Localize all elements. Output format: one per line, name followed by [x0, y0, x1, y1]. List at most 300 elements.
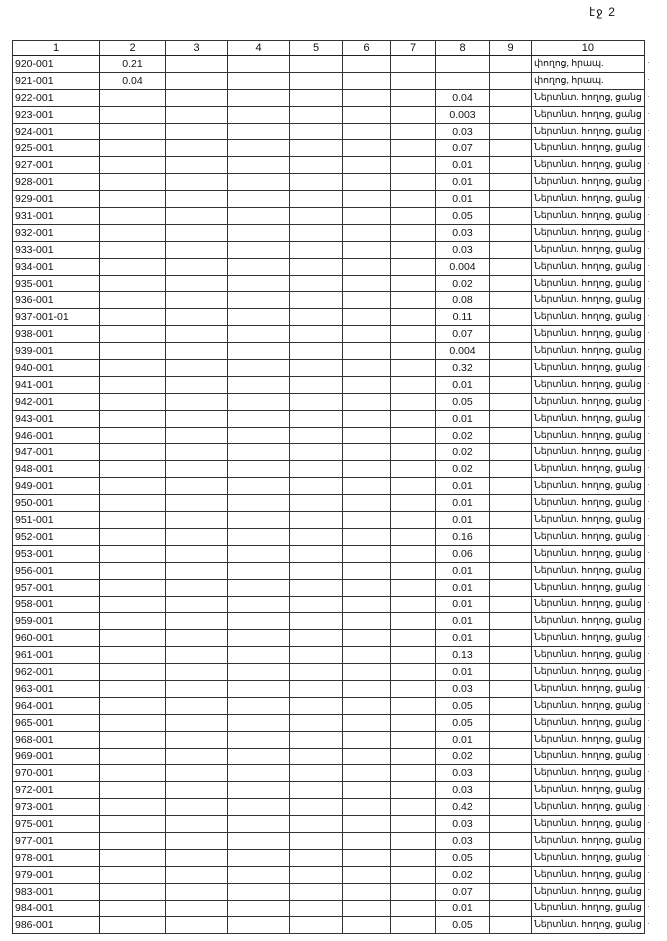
empty-cell — [228, 714, 290, 731]
area-col2-cell — [100, 832, 166, 849]
empty-cell — [391, 917, 436, 934]
empty-cell — [490, 106, 532, 123]
area-col2-cell — [100, 444, 166, 461]
empty-cell — [228, 461, 290, 478]
column-header: 8 — [436, 41, 490, 56]
area-col2-cell — [100, 478, 166, 495]
empty-cell — [343, 478, 391, 495]
empty-cell — [290, 89, 343, 106]
parcel-id-cell: 969-001 — [13, 748, 100, 765]
empty-cell — [228, 866, 290, 883]
empty-cell — [490, 461, 532, 478]
land-use-cell: Ներտնտ. հողոց, ցանց — [532, 427, 645, 444]
area-col8-cell: 0.01 — [436, 410, 490, 427]
empty-cell — [343, 326, 391, 343]
empty-cell — [343, 917, 391, 934]
land-use-cell: Ներտնտ. հողոց, ցանց — [532, 731, 645, 748]
empty-cell — [391, 258, 436, 275]
empty-cell — [391, 697, 436, 714]
land-use-cell: Ներտնտ. հողոց, ցանց — [532, 579, 645, 596]
empty-cell — [391, 562, 436, 579]
parcel-id-cell: 937-001-01 — [13, 309, 100, 326]
area-col2-cell — [100, 883, 166, 900]
empty-cell — [290, 883, 343, 900]
empty-cell — [228, 376, 290, 393]
parcel-id-cell: 978-001 — [13, 849, 100, 866]
empty-cell — [228, 427, 290, 444]
empty-cell — [228, 326, 290, 343]
empty-cell — [343, 427, 391, 444]
empty-cell — [490, 309, 532, 326]
area-col8-cell: 0.02 — [436, 444, 490, 461]
edge-mark: · — [647, 598, 650, 608]
edge-mark: · — [647, 395, 650, 405]
empty-cell — [290, 208, 343, 225]
area-col2-cell — [100, 191, 166, 208]
empty-cell — [391, 309, 436, 326]
empty-cell — [490, 528, 532, 545]
table-row — [13, 883, 645, 900]
empty-cell — [228, 478, 290, 495]
edge-mark: · — [647, 311, 650, 321]
area-col2-cell — [100, 123, 166, 140]
empty-cell — [166, 630, 228, 647]
empty-cell — [343, 714, 391, 731]
empty-cell — [391, 275, 436, 292]
empty-cell — [391, 393, 436, 410]
table-row — [13, 140, 645, 157]
edge-mark: · — [647, 851, 650, 861]
empty-cell — [391, 748, 436, 765]
table-row — [13, 630, 645, 647]
edge-mark: · — [647, 496, 650, 506]
empty-cell — [490, 292, 532, 309]
land-use-cell: Ներտնտ. հողոց, ցանց — [532, 157, 645, 174]
empty-cell — [166, 748, 228, 765]
empty-cell — [290, 444, 343, 461]
land-use-cell: Ներտնտ. հողոց, ցանց — [532, 376, 645, 393]
table-row — [13, 579, 645, 596]
area-col8-cell: 0.42 — [436, 799, 490, 816]
edge-mark: · — [647, 918, 650, 928]
edge-mark: · — [647, 868, 650, 878]
empty-cell — [343, 816, 391, 833]
area-col8-cell: 0.01 — [436, 630, 490, 647]
area-col8-cell: 0.11 — [436, 309, 490, 326]
empty-cell — [490, 512, 532, 529]
empty-cell — [290, 613, 343, 630]
empty-cell — [166, 495, 228, 512]
empty-cell — [391, 326, 436, 343]
table-row — [13, 89, 645, 106]
empty-cell — [166, 461, 228, 478]
area-col2-cell — [100, 528, 166, 545]
empty-cell — [228, 123, 290, 140]
parcel-id-cell: 947-001 — [13, 444, 100, 461]
empty-cell — [228, 900, 290, 917]
empty-cell — [228, 106, 290, 123]
empty-cell — [166, 106, 228, 123]
empty-cell — [343, 140, 391, 157]
area-col8-cell: 0.05 — [436, 917, 490, 934]
empty-cell — [166, 208, 228, 225]
empty-cell — [343, 782, 391, 799]
area-col8-cell: 0.01 — [436, 174, 490, 191]
parcel-id-cell: 972-001 — [13, 782, 100, 799]
empty-cell — [343, 89, 391, 106]
empty-cell — [228, 140, 290, 157]
area-col8-cell: 0.02 — [436, 461, 490, 478]
table-row — [13, 613, 645, 630]
area-col2-cell — [100, 579, 166, 596]
table-row — [13, 106, 645, 123]
edge-mark: · — [647, 277, 650, 287]
empty-cell — [166, 647, 228, 664]
land-use-cell: Ներտնտ. հողոց, ցանց — [532, 849, 645, 866]
edge-mark: · — [647, 615, 650, 625]
empty-cell — [490, 562, 532, 579]
land-use-cell: Ներտնտ. հողոց, ցանց — [532, 528, 645, 545]
empty-cell — [290, 393, 343, 410]
empty-cell — [228, 72, 290, 89]
empty-cell — [490, 883, 532, 900]
empty-cell — [166, 917, 228, 934]
parcel-id-cell: 977-001 — [13, 832, 100, 849]
empty-cell — [343, 630, 391, 647]
empty-cell — [490, 140, 532, 157]
parcel-id-cell: 979-001 — [13, 866, 100, 883]
empty-cell — [290, 410, 343, 427]
area-col2-cell — [100, 495, 166, 512]
empty-cell — [166, 849, 228, 866]
empty-cell — [166, 900, 228, 917]
empty-cell — [290, 832, 343, 849]
table-row — [13, 343, 645, 360]
empty-cell — [490, 157, 532, 174]
empty-cell — [343, 849, 391, 866]
area-col8-cell: 0.01 — [436, 512, 490, 529]
empty-cell — [290, 765, 343, 782]
empty-cell — [166, 224, 228, 241]
empty-cell — [228, 191, 290, 208]
empty-cell — [343, 157, 391, 174]
land-use-cell: Ներտնտ. հողոց, ցանց — [532, 596, 645, 613]
empty-cell — [391, 900, 436, 917]
edge-mark: · — [647, 530, 650, 540]
area-col2-cell — [100, 613, 166, 630]
land-use-cell: Ներտնտ. հողոց, ցանց — [532, 680, 645, 697]
table-row — [13, 56, 645, 73]
empty-cell — [290, 461, 343, 478]
empty-cell — [166, 596, 228, 613]
empty-cell — [290, 562, 343, 579]
empty-cell — [391, 427, 436, 444]
empty-cell — [290, 174, 343, 191]
empty-cell — [490, 545, 532, 562]
parcel-id-cell: 961-001 — [13, 647, 100, 664]
empty-cell — [391, 191, 436, 208]
area-col8-cell: 0.04 — [436, 89, 490, 106]
empty-cell — [490, 832, 532, 849]
table-row — [13, 123, 645, 140]
area-col8-cell: 0.01 — [436, 596, 490, 613]
parcel-id-cell: 922-001 — [13, 89, 100, 106]
table-row — [13, 275, 645, 292]
empty-cell — [166, 343, 228, 360]
column-header: 3 — [166, 41, 228, 56]
parcel-id-cell: 942-001 — [13, 393, 100, 410]
table-row — [13, 562, 645, 579]
column-header: 9 — [490, 41, 532, 56]
empty-cell — [490, 343, 532, 360]
empty-cell — [166, 410, 228, 427]
parcel-id-cell: 970-001 — [13, 765, 100, 782]
area-col8-cell: 0.01 — [436, 157, 490, 174]
empty-cell — [490, 613, 532, 630]
land-use-cell: Ներտնտ. հողոց, ցանց — [532, 393, 645, 410]
empty-cell — [166, 376, 228, 393]
area-col8-cell: 0.06 — [436, 545, 490, 562]
empty-cell — [290, 630, 343, 647]
empty-cell — [391, 140, 436, 157]
table-row — [13, 866, 645, 883]
parcel-id-cell: 921-001 — [13, 72, 100, 89]
land-use-cell: Ներտնտ. հողոց, ցանց — [532, 613, 645, 630]
empty-cell — [490, 866, 532, 883]
edge-mark: · — [647, 142, 650, 152]
edge-mark: · — [647, 631, 650, 641]
empty-cell — [343, 832, 391, 849]
parcel-id-cell: 956-001 — [13, 562, 100, 579]
parcel-id-cell: 931-001 — [13, 208, 100, 225]
empty-cell — [290, 56, 343, 73]
empty-cell — [228, 528, 290, 545]
empty-cell — [343, 191, 391, 208]
empty-cell — [391, 106, 436, 123]
empty-cell — [490, 748, 532, 765]
edge-mark: · — [647, 783, 650, 793]
empty-cell — [391, 157, 436, 174]
area-col2-cell — [100, 241, 166, 258]
empty-cell — [228, 56, 290, 73]
edge-mark: · — [647, 733, 650, 743]
area-col8-cell: 0.03 — [436, 816, 490, 833]
empty-cell — [290, 292, 343, 309]
edge-mark: · — [647, 294, 650, 304]
edge-mark: · — [647, 74, 650, 84]
area-col8-cell: 0.05 — [436, 714, 490, 731]
table-row — [13, 917, 645, 934]
edge-mark: · — [647, 429, 650, 439]
table-row — [13, 816, 645, 833]
area-col8-cell: 0.32 — [436, 360, 490, 377]
empty-cell — [228, 630, 290, 647]
area-col8-cell: 0.01 — [436, 495, 490, 512]
area-col2-cell — [100, 917, 166, 934]
area-col2-cell: 0.21 — [100, 56, 166, 73]
empty-cell — [343, 174, 391, 191]
land-use-cell: Ներտնտ. հողոց, ցանց — [532, 647, 645, 664]
table-row — [13, 258, 645, 275]
empty-cell — [166, 883, 228, 900]
empty-cell — [490, 224, 532, 241]
area-col2-cell — [100, 816, 166, 833]
empty-cell — [343, 123, 391, 140]
empty-cell — [290, 72, 343, 89]
empty-cell — [290, 343, 343, 360]
empty-cell — [490, 799, 532, 816]
parcel-id-cell: 948-001 — [13, 461, 100, 478]
land-use-cell: Ներտնտ. հողոց, ցանց — [532, 748, 645, 765]
empty-cell — [490, 917, 532, 934]
parcel-id-cell: 958-001 — [13, 596, 100, 613]
empty-cell — [490, 680, 532, 697]
empty-cell — [391, 866, 436, 883]
area-col8-cell: 0.003 — [436, 106, 490, 123]
table-row — [13, 410, 645, 427]
table-row — [13, 241, 645, 258]
area-col2-cell — [100, 714, 166, 731]
area-col8-cell: 0.03 — [436, 782, 490, 799]
empty-cell — [391, 613, 436, 630]
area-col8-cell: 0.03 — [436, 123, 490, 140]
area-col2-cell — [100, 292, 166, 309]
empty-cell — [343, 343, 391, 360]
parcel-id-cell: 936-001 — [13, 292, 100, 309]
area-col8-cell: 0.01 — [436, 731, 490, 748]
edge-mark: · — [647, 361, 650, 371]
land-use-cell: Ներտնտ. հողոց, ցանց — [532, 123, 645, 140]
empty-cell — [228, 562, 290, 579]
area-col8-cell: 0.07 — [436, 140, 490, 157]
empty-cell — [290, 917, 343, 934]
column-header: 7 — [391, 41, 436, 56]
parcel-id-cell: 935-001 — [13, 275, 100, 292]
empty-cell — [290, 782, 343, 799]
empty-cell — [343, 258, 391, 275]
land-use-cell: Ներտնտ. հողոց, ցանց — [532, 512, 645, 529]
land-use-cell: Ներտնտ. հողոց, ցանց — [532, 562, 645, 579]
empty-cell — [343, 545, 391, 562]
edge-mark: · — [647, 800, 650, 810]
empty-cell — [490, 647, 532, 664]
area-col8-cell: 0.08 — [436, 292, 490, 309]
empty-cell — [290, 106, 343, 123]
empty-cell — [290, 579, 343, 596]
empty-cell — [290, 731, 343, 748]
empty-cell — [290, 545, 343, 562]
empty-cell — [166, 140, 228, 157]
table-row — [13, 376, 645, 393]
empty-cell — [228, 782, 290, 799]
land-use-cell: Ներտնտ. հողոց, ցանց — [532, 630, 645, 647]
empty-cell — [391, 89, 436, 106]
land-use-cell: Ներտնտ. հողոց, ցանց — [532, 224, 645, 241]
edge-mark: · — [647, 159, 650, 169]
table-row — [13, 157, 645, 174]
parcel-id-cell: 962-001 — [13, 664, 100, 681]
empty-cell — [391, 56, 436, 73]
parcel-id-cell: 964-001 — [13, 697, 100, 714]
empty-cell — [228, 174, 290, 191]
empty-cell — [391, 72, 436, 89]
edge-mark: · — [647, 648, 650, 658]
area-col2-cell — [100, 461, 166, 478]
empty-cell — [490, 376, 532, 393]
empty-cell — [490, 478, 532, 495]
table-row — [13, 714, 645, 731]
table-row — [13, 731, 645, 748]
empty-cell — [228, 157, 290, 174]
empty-cell — [343, 731, 391, 748]
land-use-cell: Ներտնտ. հողոց, ցանց — [532, 343, 645, 360]
area-col8-cell: 0.01 — [436, 664, 490, 681]
empty-cell — [490, 697, 532, 714]
header-row — [13, 41, 645, 56]
empty-cell — [166, 545, 228, 562]
area-col2-cell — [100, 799, 166, 816]
area-col8-cell: 0.03 — [436, 224, 490, 241]
empty-cell — [166, 613, 228, 630]
empty-cell — [490, 596, 532, 613]
edge-mark: · — [647, 547, 650, 557]
empty-cell — [343, 697, 391, 714]
empty-cell — [391, 343, 436, 360]
empty-cell — [343, 866, 391, 883]
empty-cell — [391, 376, 436, 393]
land-use-cell: Ներտնտ. հողոց, ցանց — [532, 89, 645, 106]
edge-mark: · — [647, 243, 650, 253]
edge-mark: · — [647, 665, 650, 675]
parcel-id-cell: 959-001 — [13, 613, 100, 630]
empty-cell — [290, 360, 343, 377]
area-col2-cell — [100, 630, 166, 647]
edge-mark: · — [647, 885, 650, 895]
table-row — [13, 900, 645, 917]
area-col2-cell — [100, 866, 166, 883]
edge-mark: · — [647, 193, 650, 203]
empty-cell — [391, 731, 436, 748]
parcel-id-cell: 952-001 — [13, 528, 100, 545]
land-use-cell: Ներտնտ. հողոց, ցանց — [532, 478, 645, 495]
area-col8-cell: 0.05 — [436, 393, 490, 410]
parcel-id-cell: 943-001 — [13, 410, 100, 427]
empty-cell — [343, 444, 391, 461]
empty-cell — [391, 579, 436, 596]
empty-cell — [228, 917, 290, 934]
empty-cell — [228, 832, 290, 849]
parcel-id-cell: 938-001 — [13, 326, 100, 343]
empty-cell — [228, 343, 290, 360]
column-header: 1 — [13, 41, 100, 56]
edge-mark: · — [647, 260, 650, 270]
area-col2-cell — [100, 157, 166, 174]
empty-cell — [290, 596, 343, 613]
empty-cell — [228, 360, 290, 377]
empty-cell — [228, 275, 290, 292]
parcel-id-cell: 949-001 — [13, 478, 100, 495]
area-col8-cell: 0.05 — [436, 849, 490, 866]
empty-cell — [290, 748, 343, 765]
empty-cell — [391, 849, 436, 866]
land-use-cell: փողոց, հրապ. — [532, 72, 645, 89]
empty-cell — [166, 816, 228, 833]
empty-cell — [391, 765, 436, 782]
empty-cell — [391, 512, 436, 529]
table-row — [13, 528, 645, 545]
empty-cell — [228, 512, 290, 529]
empty-cell — [490, 258, 532, 275]
